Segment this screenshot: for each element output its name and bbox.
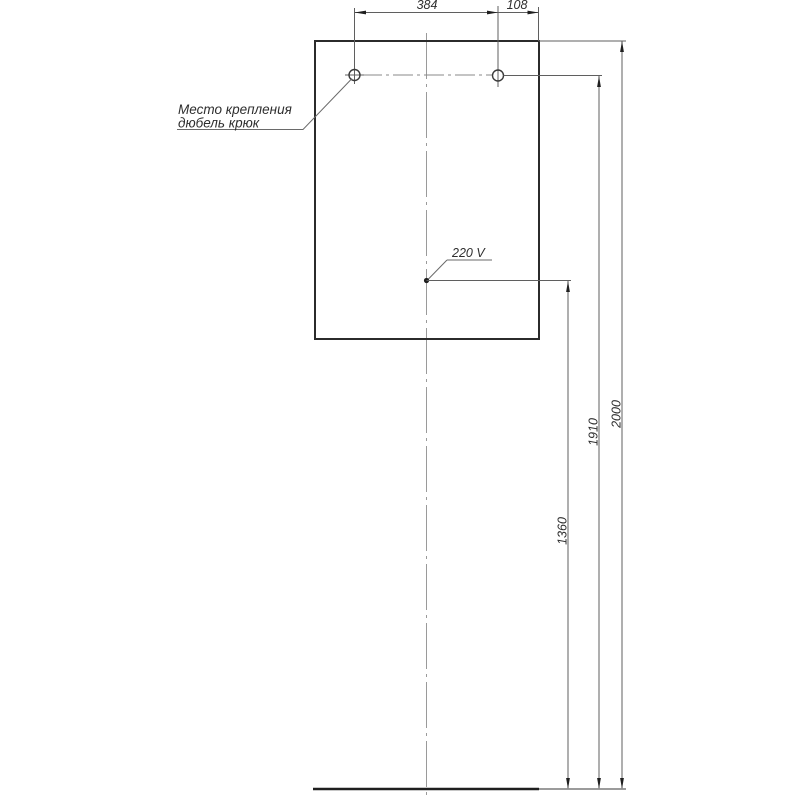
dim-108-label: 108 [506, 0, 528, 12]
outlet-label: 220 V [452, 246, 485, 260]
dim-1910-label: 1910 [586, 418, 601, 446]
mounting-note-line1: Место крепления [178, 102, 292, 117]
dim-1360-label: 1360 [555, 517, 570, 545]
outlet-leader [427, 260, 447, 281]
dim-2000-label: 2000 [609, 400, 624, 428]
mounting-note-line2: дюбель крюк [178, 115, 260, 131]
dim-384-label: 384 [416, 0, 438, 12]
